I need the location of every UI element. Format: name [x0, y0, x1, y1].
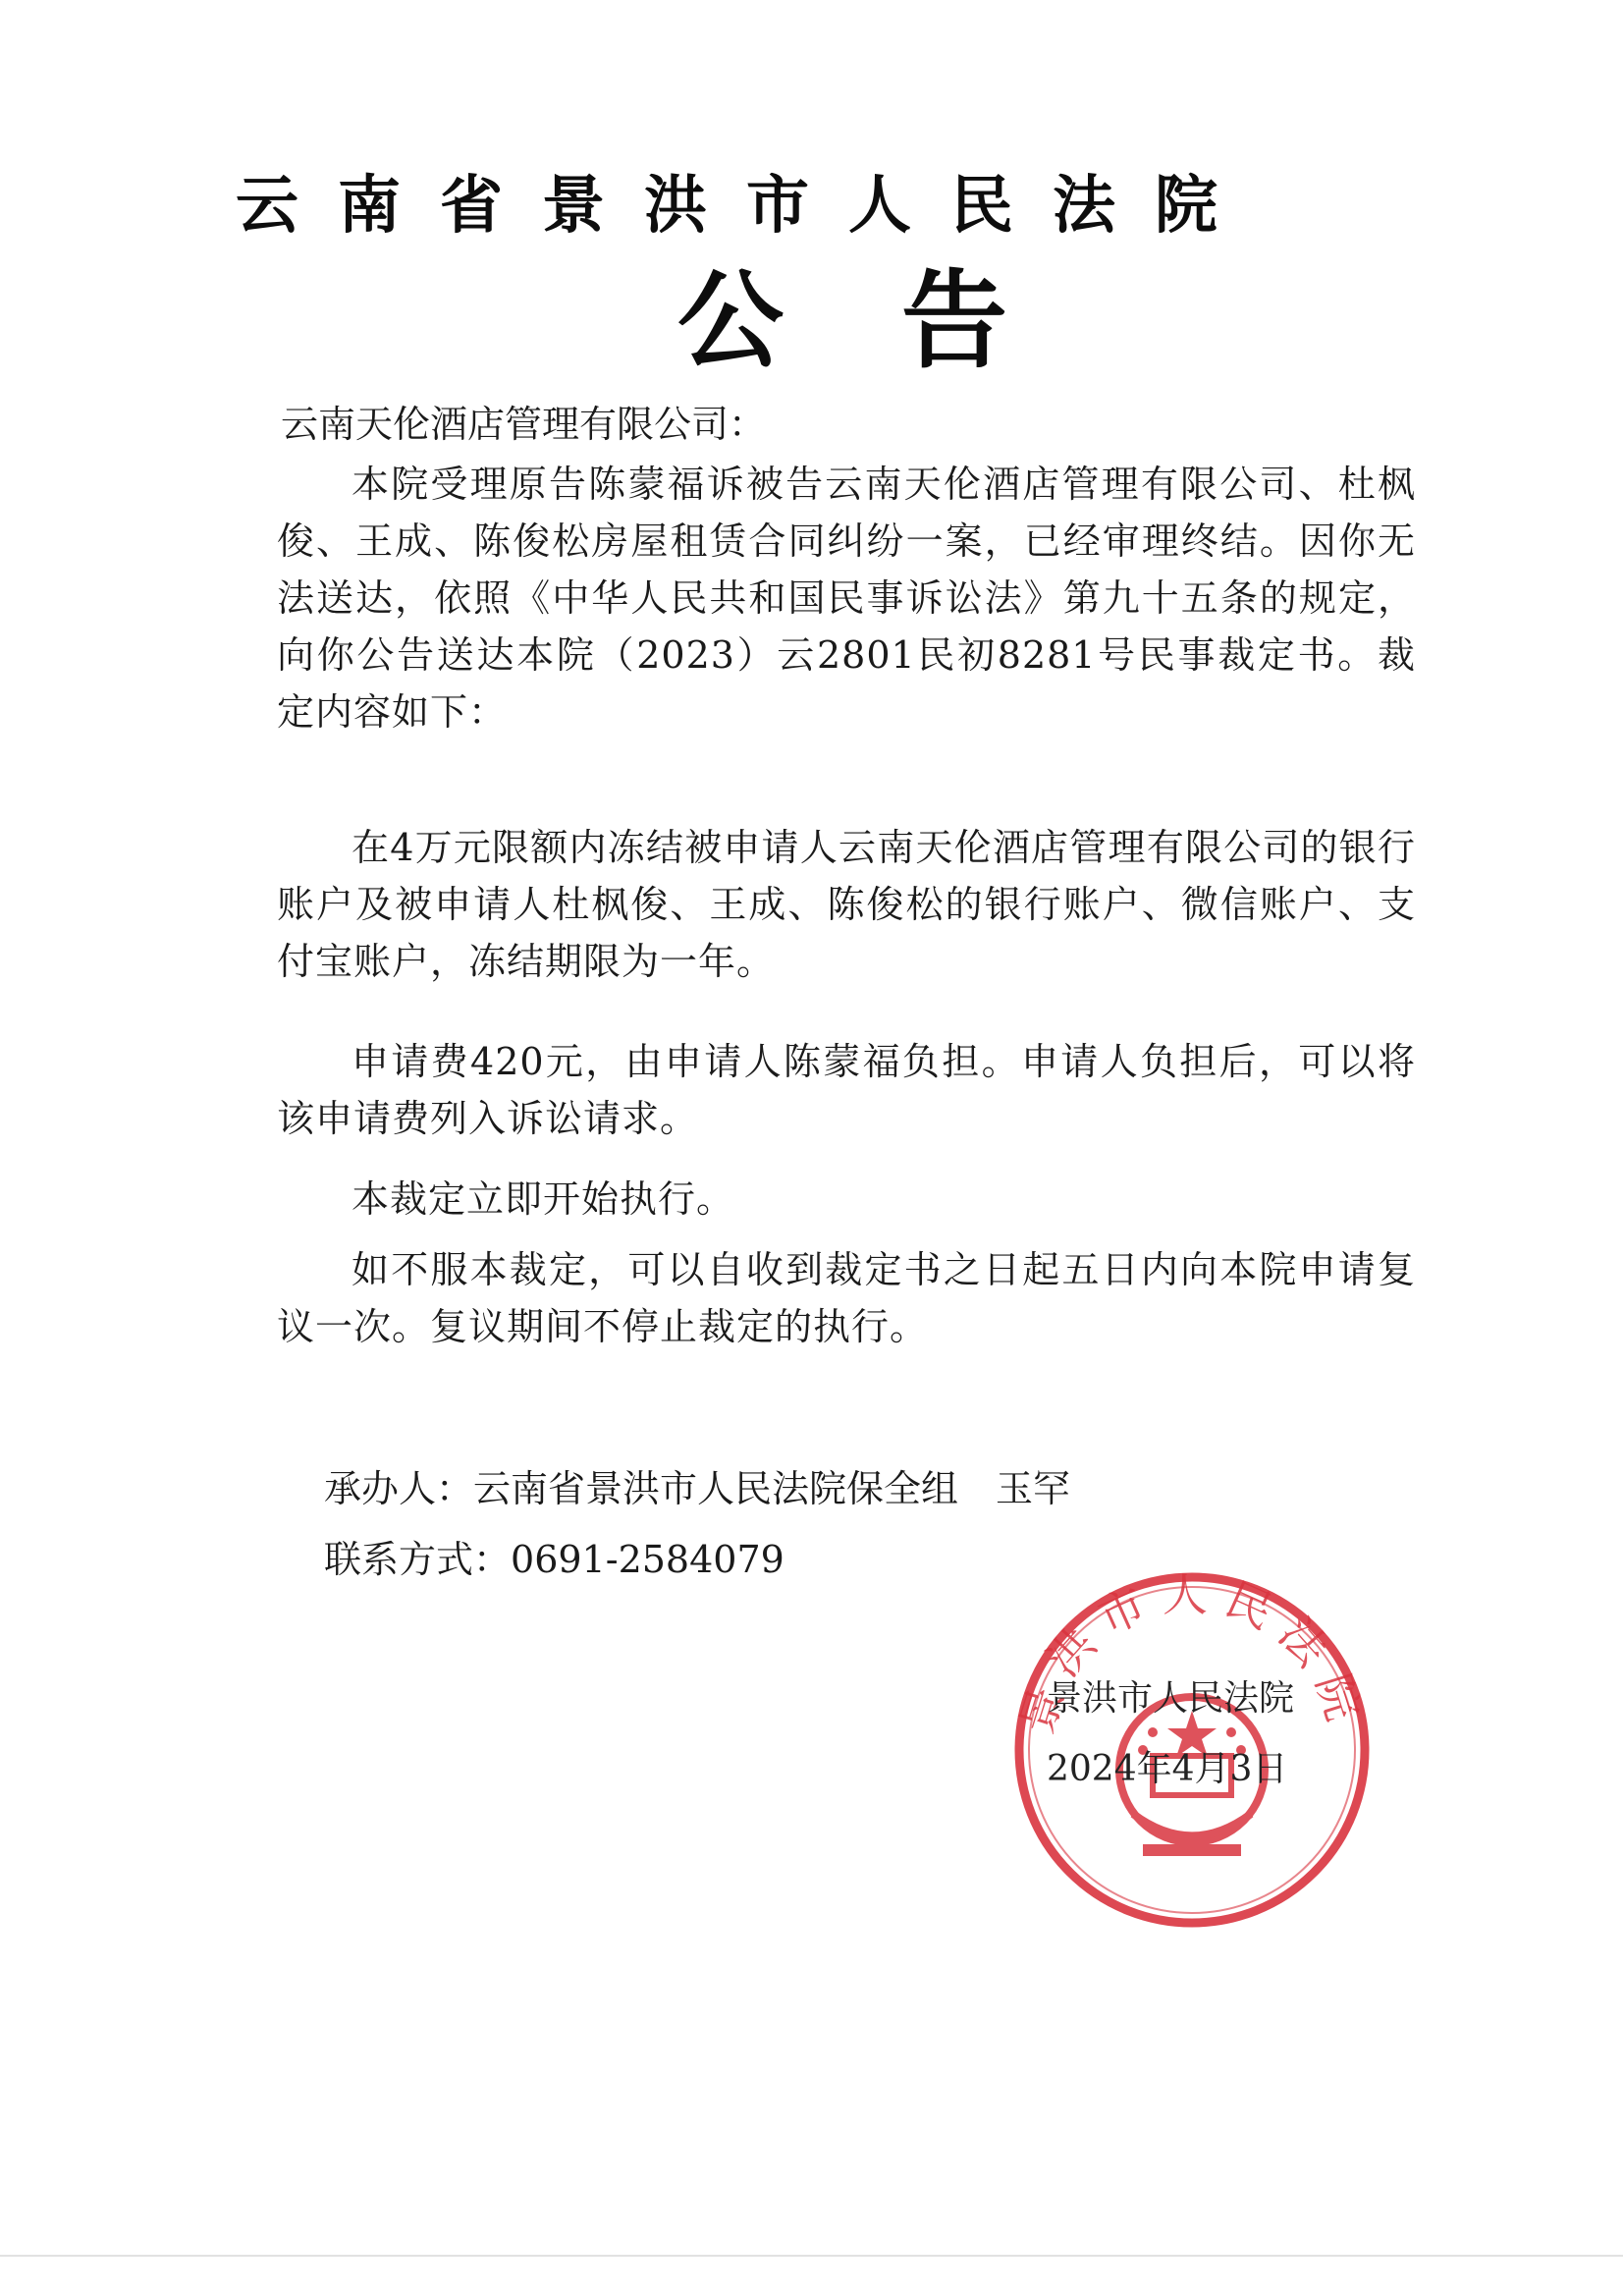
- contact-value: 0691-2584079: [511, 1538, 784, 1581]
- page-bottom-rule: [0, 2255, 1623, 2257]
- document-title: 公告: [677, 260, 1126, 383]
- issue-date: 2024年4月3日: [1047, 1749, 1288, 1789]
- court-name-heading: 云南省景洪市人民法院: [236, 170, 1257, 243]
- body-paragraph: 在4万元限额内冻结被申请人云南天伦酒店管理有限公司的银行账户及被申请人杜枫俊、王成、陈俊松的银行账户、微信账户、支付宝账户，冻结期限为一年。: [277, 826, 1416, 983]
- body-paragraph: 本院受理原告陈蒙福诉被告云南天伦酒店管理有限公司、杜枫俊、王成、陈俊松房屋租赁合同纠纷一案，已经审理终结。因你无法送达，依照《中华人民共和国民事诉讼法》第九十五条的规定，向你公告送达本院（2023）云2801民初8281号民事裁定书。裁定内容如下：: [277, 463, 1416, 734]
- contact-line: [324, 1532, 784, 1587]
- handler-label: 承办人：: [324, 1467, 474, 1510]
- handler-line: [324, 1461, 1070, 1516]
- body-paragraph: 申请费420元，由申请人陈蒙福负担。申请人负担后，可以将该申请费列入诉讼请求。: [277, 1040, 1416, 1140]
- seal-text: 景洪市人民法院: [1009, 1568, 1375, 1740]
- body-paragraph: 如不服本裁定，可以自收到裁定书之日起五日内向本院申请复议一次。复议期间不停止裁定的执行。: [277, 1248, 1416, 1348]
- issuing-court: 景洪市人民法院: [1047, 1678, 1295, 1719]
- handler-value: 云南省景洪市人民法院保全组 玉罕: [473, 1467, 1071, 1510]
- addressee: 云南天伦酒店管理有限公司：: [281, 403, 767, 446]
- body-paragraph: 本裁定立即开始执行。: [352, 1177, 735, 1221]
- contact-label: 联系方式：: [324, 1538, 512, 1581]
